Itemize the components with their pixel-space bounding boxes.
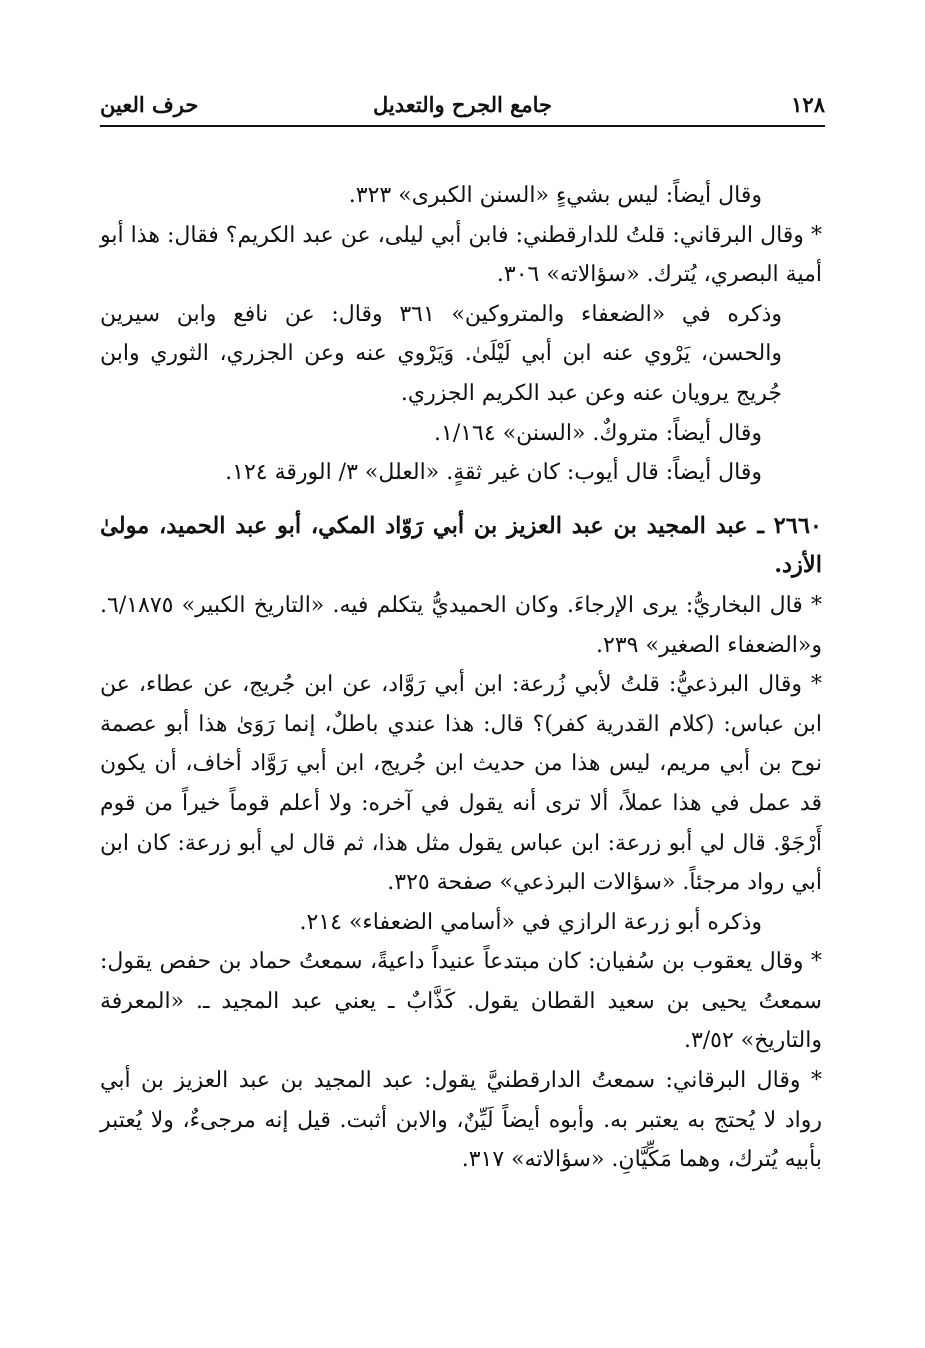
paragraph: وذكره في «الضعفاء والمتروكين» ٣٦١ وقال: عن نافع وابن سيرين والحسن، يَرْوي عنه ابن أبي لَيْلَىٰ. وَيَرْوي عنه وعن الجزري، الثوري وابن جُريج يرويان عنه وعن عبد الكريم الجزري. — [100, 301, 782, 406]
paragraph: وقال أيضاً: قال أيوب: كان غير ثقةٍ. «العلل» ٣/ الورقة ١٢٤. — [225, 460, 762, 486]
entry-heading: ٢٦٦٠ ـ عبد المجيد بن عبد العزيز بن أبي رَوّاد المكي، أبو عبد الحميد، مولىٰ الأزد. — [100, 512, 822, 579]
section-title: حرف العين — [100, 92, 199, 117]
page-number: ١٢٨ — [791, 92, 825, 117]
paragraph: * وقال يعقوب بن سُفيان: كان مبتدعاً عنيداً داعيةً، سمعتُ حماد بن حفص يقول: سمعتُ يحيى بن سعيد القطان يقول. كَذَّابٌ ـ يعني عبد المجيد ـ. «المعرفة والتاريخ» ٣/٥٢. — [100, 949, 822, 1054]
paragraph: * وقال البرذعيُّ: قلتُ لأبي زُرعة: ابن أبي رَوَّاد، عن ابن جُريج، عن عطاء، عن ابن عباس: (كلام القدرية كفر)؟ قال: هذا عندي باطلٌ، إنما رَوَىٰ هذا أبو عصمة نوح بن أبي مريم، ليس هذا من حديث ابن جُريج، ابن أبي رَوَّاد أخاف، أن يكون قد عمل في هذا عملاً، ألا ترى أنه يقول في آخره: ولا أعلم قوماً خيراً من قوم أَرْجَوْ. قال لي أبو زرعة: ابن عباس يقول مثل هذا، ثم قال لي أبو زرعة: كان ابن أبي رواد مرجئاً. «سؤالات البرذعي» صفحة ٣٢٥. — [100, 672, 822, 896]
paragraph: * قال البخاريُّ: يرى الإرجاءَ. وكان الحميديُّ يتكلم فيه. «التاريخ الكبير» ٦/١٨٧٥. و«الضعفاء الصغير» ٢٣٩. — [100, 592, 822, 658]
body-text — [100, 176, 822, 1180]
paragraph: وقال أيضاً: متروكٌ. «السنن» ١/١٦٤. — [434, 420, 762, 446]
paragraph: وقال أيضاً: ليس بشيءٍ «السنن الكبرى» ٣٢٣. — [348, 183, 762, 208]
paragraph: * وقال البرقاني: سمعتُ الدارقطنيَّ يقول: عبد المجيد بن عبد العزيز بن أبي رواد لا يُحتج به يعتبر به. وأبوه أيضاً لَيِّنٌ، والابن أثبت. قيل إنه مرجىءٌ، ولا يُعتبر بأبيه يُترك، وهما مَكِّيَّانِ. «سؤالاته» ٣١٧. — [100, 1068, 822, 1173]
paragraph: وذكره أبو زرعة الرازي في «أسامي الضعفاء» ٢١٤. — [299, 909, 762, 935]
book-title: جامع الجرح والتعديل — [373, 92, 552, 117]
paragraph: * وقال البرقاني: قلتُ للدارقطني: فابن أبي ليلى، عن عبد الكريم؟ فقال: هذا أبو أمية البصري، يُترك. «سؤالاته» ٣٠٦. — [100, 222, 822, 288]
header-rule — [100, 125, 825, 127]
running-header — [100, 88, 825, 128]
